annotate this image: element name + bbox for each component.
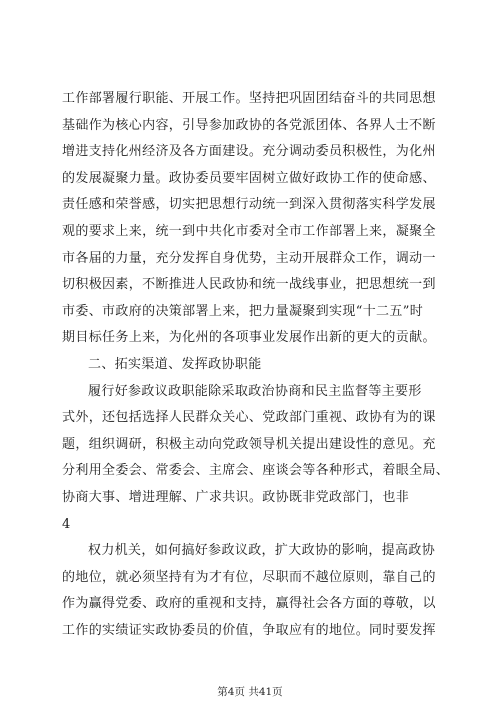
text-line: 的地位，就必须坚持有为才有位，尽职而不越位原则，靠自己的 <box>62 569 436 585</box>
text-line: 切积极因素，不断推进人民政协和统一战线事业，把思想统一到 <box>62 277 436 293</box>
text-line: 责任感和荣誉感，切实把思想行动统一到深入贯彻落实科学发展 <box>62 197 436 213</box>
text-line: 期目标任务上来，为化州的各项事业发展作出新的更大的贡献。 <box>62 330 436 346</box>
text-line: 工作的实绩证实政协委员的价值，争取应有的地位。同时要发挥 <box>62 622 436 638</box>
text-line: 题，组织调研，积极主动向党政领导机关提出建设性的意见。充 <box>62 436 436 452</box>
body-text <box>62 86 450 644</box>
text-line: 市委、市政府的决策部署上来，把力量凝聚到实现“十二五”时 <box>62 303 424 319</box>
text-line: 权力机关，如何搞好参政议政，扩大政协的影响，提高政协 <box>88 543 436 559</box>
text-line: 观的要求上来，统一到中共化市委对全市工作部署上来，凝聚全 <box>62 223 436 239</box>
text-line: 协商大事、增进理解、广求共识。政协既非党政部门，也非 <box>62 489 410 505</box>
text-line: 作为赢得党委、政府的重视和支持，赢得社会各方面的尊敬，以 <box>62 596 436 612</box>
section-heading: 二、拓实渠道、发挥政协职能 <box>88 356 262 372</box>
text-line: 履行好参政议政职能除采取政治协商和民主监督等主要形 <box>88 383 422 399</box>
page-footer: 第4页 共41页 <box>217 686 283 698</box>
inline-page-number: 4 <box>62 516 71 532</box>
text-line: 式外，还包括选择人民群众关心、党政部门重视、政协有为的课 <box>62 410 436 426</box>
text-line: 增进支持化州经济及各方面建设。充分调动委员积极性，为化州 <box>62 144 436 160</box>
text-line: 分利用全委会、常委会、主席会、座谈会等各种形式，着眼全局、 <box>62 463 450 479</box>
text-line: 的发展凝聚力量。政协委员要牢固树立做好政协工作的使命感、 <box>62 170 436 186</box>
text-line: 市各届的力量，充分发挥自身优势，主动开展群众工作，调动一 <box>62 250 436 266</box>
text-line: 基础作为核心内容，引导参加政协的各党派团体、各界人士不断 <box>62 117 436 133</box>
text-line: 工作部署履行职能、开展工作。坚持把巩固团结奋斗的共同思想 <box>62 91 436 106</box>
